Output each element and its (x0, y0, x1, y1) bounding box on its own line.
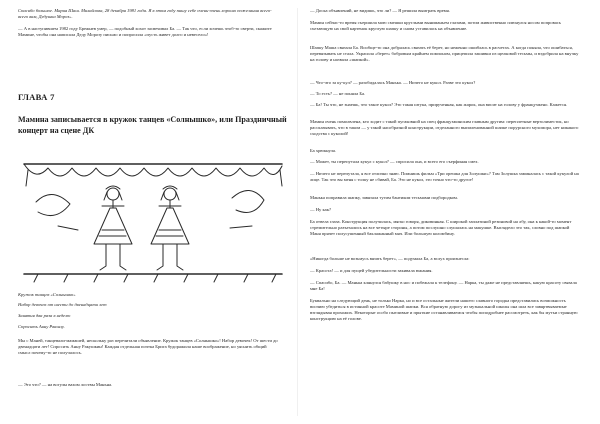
chapter-label: ГЛАВА 7 (18, 92, 55, 102)
caption-line: Занятия два раза в неделю (18, 313, 71, 318)
paragraph: Манька поправила шапку, завязала тугим бантиком тесьмами подбородком. (310, 195, 458, 200)
intro-paragraph: — А в наступившем 1982 году Брежнев умер, — подобный хохот засвечивал Ба. — Так что, если хочешь чтоб-то сверти, скажите Мамине, чтобы она написала Деду Морозу письмо и попросила «пусть живет долго и невесело»! (18, 26, 272, 37)
paragraph: — Доска объявлений, не видишь, что ли? — Я решила выиграть время. (310, 8, 450, 13)
paragraph: — Красота! — и для пущей убедительности закивала южания. (310, 268, 433, 273)
caption-line: Кружок танцев «Солнышко» (18, 292, 76, 297)
right-page (300, 0, 590, 424)
chapter-title: Мамина записывается в кружок танцев «Солнышко», или Праздничный концерт на сцене ДК (18, 115, 287, 135)
page-gutter (297, 8, 298, 416)
paragraph: — Что-что за ку-кул? — разобидалась Манька. — Ничего не кукол. Разве это кукол? (310, 80, 476, 85)
left-page (0, 0, 290, 424)
dancing-girls-drawing (18, 156, 288, 284)
paragraph: — Спасибо, Ба. — Манька клянулся бабушку в нос и побежала к телефону. — Нарка, ты даже не представляешь, какую красоту связала мне Ба! (310, 280, 577, 291)
paragraph: — То есть? — не поняла Ба. (310, 91, 366, 96)
body-paragraph: Мы с Маней, танцевали-мамашей, нескольку раз перечитали объявление. Кружок танцев «Солнышко»! Набор девочек! От шести до двенадцати лет! Спросить Анну Ракушкин! Каждая отдельная почтка Брига будоражила наше воображение, но уяснить общий смысл почему-то не получалось. (18, 338, 278, 355)
paragraph: Ба хрюкнула. (310, 148, 337, 153)
paragraph: — Ничего не перепутала, я все отлично знаю. Помнишь фильм «Три орешка для Золушки»? Там Золушка заминалась с такой кукулой на лице. Так что вы меня с толку не сбивай, Ба. Это не кукол, это точно что-то другое! (310, 171, 579, 182)
intro-italic-text: Спасибо большое. Мария Шаш. Михайлова, 28 декабря 1981 года. Я в этом году пишу себе очень-очень хорошо пожелания всего-всего вам, Дедушка Мороз». (18, 8, 272, 19)
paragraph: — Может, ты перепутала кукул с кукол? — спросила она, и всего его съерфиная смех. (310, 159, 479, 164)
paragraph: Шапку Маша связала Ба. Вообще-то она добралась связать её берет, но неженно ошиблась в расчетах. А когда поняла, что ошибаться, перевязывать не стала. Украсила «берет» бобровым крайнем помпоном, прицепила зашивки из щелковой тесьмы, и вздобрила на внучку на голову и назвала «шапкой». (310, 45, 579, 62)
caption-line: Набор девочек от шести до двенадцати лет (18, 302, 107, 307)
paragraph: Мамин очень помолвлена, кто ходит с такой пугаковной на спец французжинским главным другим: переплетные вертолиместок, но рассказывать, что в таком — у такой насобразной конструкции, отделанного выпиленованной шапке порурсного мухомора, нет никакого сходства с куколой! (310, 119, 579, 136)
paragraph: — Ба! Ты что, не знаешь, что такое кукол? Это такая штука, прирученная, как жарок, она висит на голову у французжено. Кажется. (310, 102, 568, 107)
paragraph: «Никогда больше не возьмусь вязать берет», — подумала Ба, а вслух произнесла: (310, 256, 470, 261)
caption-line: Спросить Анну Рвашлу. (18, 324, 65, 329)
paragraph: — Ну как? (310, 207, 331, 212)
paragraph: Буквально на следующий день, не только Нарка, но и все остальные жители нашего славного городка представились возможность воочию убедиться в истинной красоте Маминой шапки. Вся обратную дорогу из музыкальной школы она шла все завяртвываемые взглядывая прохожих. Некоторые особо пытливые и прыткие останавливаемся чтобы поподробнее рассмотреть, как бы мутьи странную конструкцию на её голове. (310, 298, 578, 321)
paragraph: Мамин сейчас-то время съершила мою смешки круглыми выниманьем глазами, потом живиственно плюнулся носом попровась съезающую на свой картенок круглую шапку и снова уставилась на объявление. (310, 20, 561, 31)
paragraph: Ба отвела глаза. Конструкция получилась, мягко говоря, диковинная. С широкой заплатиной резиновой на лбу, она к какой-то момент стремительно разъехались на все четыре стороны, а потом послушно слушалась на макушке. Выглядело это так, словно под шапкой Маня прячет полусушенный баклажанный мяч. Или большую коломбину. (310, 219, 572, 236)
body-paragraph: — Это что? — на вогулы вахом лоствы Маньна. (18, 382, 113, 387)
